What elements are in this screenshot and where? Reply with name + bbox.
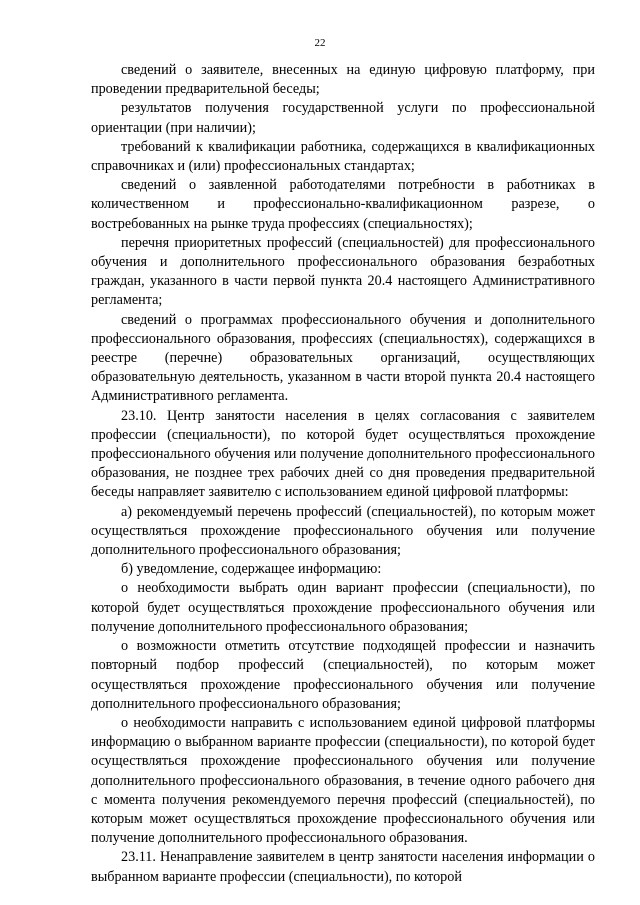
- paragraph-repeat-selection: о возможности отметить отсутствие подходящей профессии и назначить повторный подбор профессий (специальностей), по которым может осуществляться прохождение профессионального обучения или получение дополнительного профессионального образования;: [91, 638, 595, 712]
- paragraph-qualification-requirements: требований к квалификации работника, содержащихся в квалификационных справочниках и (или) профессиональных стандартах;: [91, 138, 595, 175]
- paragraph-item-b: б) уведомление, содержащее информацию:: [121, 561, 382, 578]
- paragraph-applicant-info: сведений о заявителе, внесенных на единую цифровую платформу, при проведении предварительной беседы;: [91, 62, 595, 98]
- paragraph-training-programs: сведений о программах профессионального обучения и дополнительного профессионального образования, профессиях (специальностях), содержащихся в реестре (перечне) образовательных организаций, осуществляющих образовательную деятельность, указанном в части второй пункта 20.4 настоящего Административного регламента.: [91, 311, 595, 405]
- paragraph-clause-23-11: 23.11. Ненаправление заявителем в центр занятости населения информации о выбранном варианте профессии (специальности), по которой: [91, 849, 595, 885]
- page-number: 22: [314, 37, 326, 49]
- paragraph-clause-23-10: 23.10. Центр занятости населения в целях согласования с заявителем профессии (специальности), по которой будет осуществляться прохождение профессионального обучения или получение дополнительного профессионального образования, не позднее трех рабочих дней со дня проведения предварительной беседы направляет заявителю с использованием единой цифровой платформы:: [91, 407, 595, 501]
- document-body: [91, 61, 595, 887]
- paragraph-item-a: а) рекомендуемый перечень профессий (специальностей), по которым может осуществляться прохождение профессионального обучения или получение дополнительного профессионального образования;: [91, 503, 595, 559]
- paragraph-choose-one-option: о необходимости выбрать один вариант профессии (специальности), по которой будет осуществляться прохождение профессионального обучения или получение дополнительного профессионального образования;: [91, 580, 595, 635]
- paragraph-employer-demand: сведений о заявленной работодателями потребности в работниках в количественном и профессионально-квалификационном разрезе, о востребованных на рынке труда профессиях (специальностях);: [91, 177, 595, 232]
- paragraph-send-choice: о необходимости направить с использованием единой цифровой платформы информацию о выбранном варианте профессии (специальности), по которой будет осуществляться прохождение профессионального обучения или получение дополнительного профессионального образования, в течение одного рабочего дня с момента получения рекомендуемого перечня профессий (специальностей), по которым может осуществляться прохождение профессионального обучения или получение дополнительного профессионального образования.: [91, 714, 595, 847]
- paragraph-orientation-results: результатов получения государственной услуги по профессиональной ориентации (при наличии);: [91, 100, 595, 136]
- paragraph-priority-professions: перечня приоритетных профессий (специальностей) для профессионального обучения и дополнительного профессионального образования безработных граждан, указанного в части первой пункта 20.4 настоящего Административного регламента;: [91, 234, 595, 309]
